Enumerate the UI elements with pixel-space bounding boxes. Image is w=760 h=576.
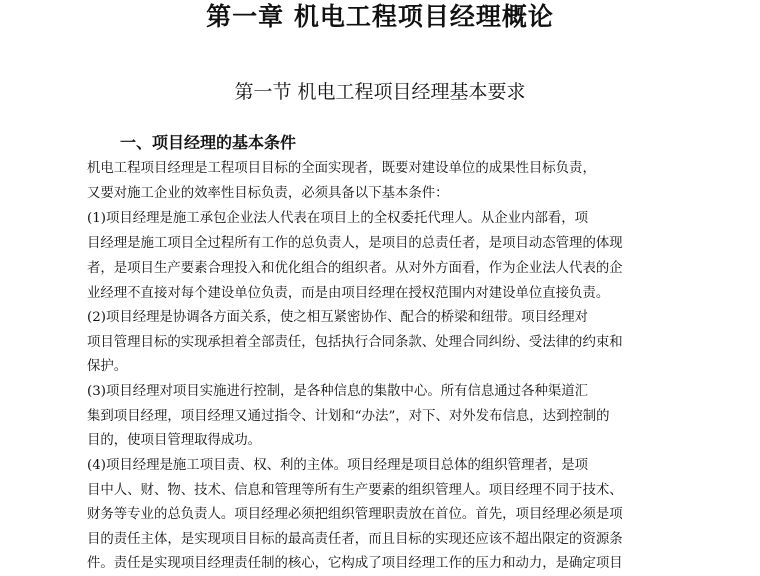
- section-title: 第一节 机电工程项目经理基本要求: [234, 81, 526, 103]
- body-line: (1)项目经理是施工承包企业法人代表在项目上的全权委托代理人。从企业内部看，项: [87, 211, 589, 226]
- body-line: 者，是项目生产要素合理投入和优化组合的组织者。从对外方面看，作为企业法人代表的企: [87, 261, 623, 276]
- body-line: 业经理不直接对每个建设单位负责，而是由项目经理在授权范围内对建设单位直接负责。: [87, 286, 610, 301]
- body-line: 机电工程项目经理是工程项目目标的全面实现者，既要对建设单位的成果性目标负责，: [87, 161, 596, 176]
- body-line: 件。责任是实现项目经理责任制的核心，它构成了项目经理工作的压力和动力，是确定项目: [87, 556, 623, 571]
- subheading: 一、项目经理的基本条件: [120, 133, 297, 152]
- body-line: 集到项目经理，项目经理又通过指令、计划和“办法”，对下、对外发布信息，达到控制的: [87, 409, 610, 424]
- body-line: 目中人、财、物、技术、信息和管理等所有生产要素的组织管理人。项目经理不同于技术、: [87, 483, 623, 498]
- body-line: 又要对施工企业的效率性目标负责，必须具备以下基本条件：: [87, 186, 449, 201]
- body-line: 目的责任主体，是实现项目目标的最高责任者，而且目标的实现还应该不超出限定的资源条: [87, 532, 623, 547]
- body-line: 目经理是施工项目全过程所有工作的总负责人，是项目的总责任者，是项目动态管理的体现: [87, 236, 623, 251]
- chapter-title: 第一章 机电工程项目经理概论: [206, 2, 554, 31]
- body-line: 保护。: [87, 359, 128, 374]
- body-line: (4)项目经理是施工项目责、权、利的主体。项目经理是项目总体的组织管理者，是项: [87, 458, 589, 473]
- body-line: (3)项目经理对项目实施进行控制，是各种信息的集散中心。所有信息通过各种渠道汇: [87, 384, 589, 399]
- body-line: (2)项目经理是协调各方面关系，使之相互紧密协作、配合的桥梁和纽带。项目经理对: [87, 310, 589, 325]
- body-line: 项目管理目标的实现承担着全部责任，包括执行合同条款、处理合同纠纷、受法律的约束和: [87, 335, 623, 350]
- body-line: 财务等专业的总负责人。项目经理必须把组织管理职责放在首位。首先，项目经理必须是项: [87, 507, 623, 522]
- body-line: 目的，使项目管理取得成功。: [87, 433, 262, 448]
